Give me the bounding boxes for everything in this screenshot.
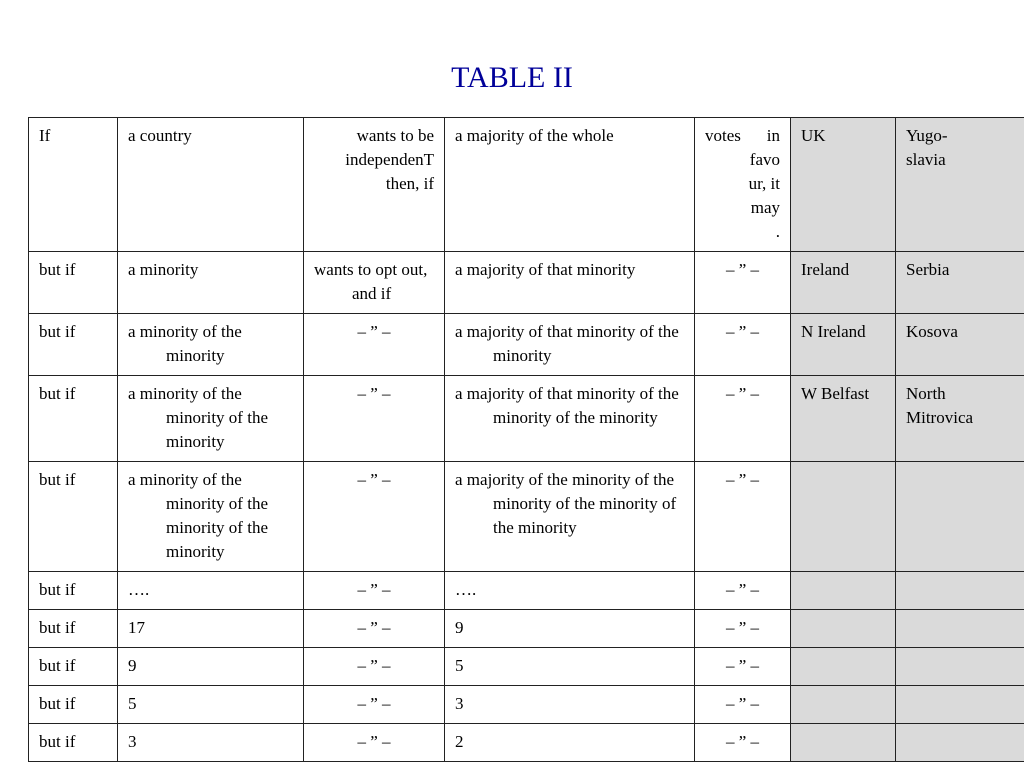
action-text: wants to opt out, and if bbox=[314, 260, 428, 303]
subject-cell bbox=[118, 376, 304, 462]
condition-cell: but if bbox=[29, 252, 118, 314]
yugoslavia-example-cell: Serbia bbox=[896, 252, 1024, 314]
action-cell: – ” – bbox=[304, 462, 445, 572]
result-cell: – ” – bbox=[695, 462, 791, 572]
subject-cell: 5 bbox=[118, 686, 304, 724]
majority-text: a majority of that minority of the minority bbox=[455, 322, 679, 365]
result-cell bbox=[695, 118, 791, 252]
uk-example-cell: Ireland bbox=[791, 252, 896, 314]
majority-cell bbox=[445, 314, 695, 376]
condition-cell: but if bbox=[29, 376, 118, 462]
uk-example-cell bbox=[791, 462, 896, 572]
majority-cell: 9 bbox=[445, 610, 695, 648]
action-cell: – ” – bbox=[304, 724, 445, 762]
subject-cell: 9 bbox=[118, 648, 304, 686]
uk-example-cell bbox=[791, 724, 896, 762]
majority-cell: 3 bbox=[445, 686, 695, 724]
yugoslavia-example-cell bbox=[896, 462, 1024, 572]
yugoslavia-example-cell bbox=[896, 724, 1024, 762]
yugoslavia-example-cell: North Mitrovica bbox=[896, 376, 1024, 462]
yugoslavia-example-cell bbox=[896, 610, 1024, 648]
subject-cell: a country bbox=[118, 118, 304, 252]
majority-cell bbox=[445, 462, 695, 572]
subject-text: a minority of the minority of the minority of the minority bbox=[128, 470, 268, 561]
subject-text: a minority of the minority bbox=[128, 322, 242, 365]
table-row bbox=[29, 376, 1024, 462]
result-text-c: favo ur, it may . bbox=[748, 150, 780, 241]
action-cell: – ” – bbox=[304, 314, 445, 376]
yugoslavia-example-cell: Yugo- slavia bbox=[896, 118, 1024, 252]
table-row bbox=[29, 648, 1024, 686]
table-row bbox=[29, 252, 1024, 314]
uk-example-cell bbox=[791, 648, 896, 686]
subject-cell: a minority bbox=[118, 252, 304, 314]
yugoslavia-example-cell bbox=[896, 572, 1024, 610]
result-text-a: votes bbox=[705, 126, 741, 145]
action-text: wants to be independenT then, if bbox=[345, 126, 434, 193]
majority-cell: 5 bbox=[445, 648, 695, 686]
subject-cell: …. bbox=[118, 572, 304, 610]
majority-cell bbox=[445, 376, 695, 462]
action-cell bbox=[304, 252, 445, 314]
table-row bbox=[29, 572, 1024, 610]
action-cell: – ” – bbox=[304, 648, 445, 686]
table-row bbox=[29, 724, 1024, 762]
subject-text: a minority of the minority of the minority bbox=[128, 384, 268, 451]
subject-cell: 17 bbox=[118, 610, 304, 648]
minority-table bbox=[28, 117, 1024, 762]
table-row bbox=[29, 610, 1024, 648]
uk-example-cell bbox=[791, 610, 896, 648]
subject-cell bbox=[118, 462, 304, 572]
uk-example-cell: W Belfast bbox=[791, 376, 896, 462]
condition-cell: but if bbox=[29, 314, 118, 376]
condition-cell: but if bbox=[29, 572, 118, 610]
result-cell: – ” – bbox=[695, 686, 791, 724]
subject-cell bbox=[118, 314, 304, 376]
condition-cell: but if bbox=[29, 610, 118, 648]
table-row bbox=[29, 686, 1024, 724]
majority-text: a majority of that minority of the minority of the minority bbox=[455, 384, 679, 427]
majority-cell: a majority of that minority bbox=[445, 252, 695, 314]
action-cell: – ” – bbox=[304, 686, 445, 724]
majority-cell: …. bbox=[445, 572, 695, 610]
result-cell: – ” – bbox=[695, 376, 791, 462]
yugoslavia-example-cell bbox=[896, 648, 1024, 686]
table-row bbox=[29, 118, 1024, 252]
majority-cell: a majority of the whole bbox=[445, 118, 695, 252]
uk-example-cell bbox=[791, 572, 896, 610]
table-row bbox=[29, 314, 1024, 376]
majority-text: a majority of the minority of the minority of the minority of the minority bbox=[455, 470, 677, 537]
result-cell: – ” – bbox=[695, 724, 791, 762]
condition-cell: but if bbox=[29, 462, 118, 572]
yugoslavia-example-cell: Kosova bbox=[896, 314, 1024, 376]
majority-cell: 2 bbox=[445, 724, 695, 762]
condition-cell: but if bbox=[29, 724, 118, 762]
result-cell: – ” – bbox=[695, 610, 791, 648]
table-row bbox=[29, 462, 1024, 572]
result-cell: – ” – bbox=[695, 648, 791, 686]
uk-example-cell bbox=[791, 686, 896, 724]
uk-example-cell: UK bbox=[791, 118, 896, 252]
yugoslavia-example-cell bbox=[896, 686, 1024, 724]
uk-example-cell: N Ireland bbox=[791, 314, 896, 376]
subject-cell: 3 bbox=[118, 724, 304, 762]
action-cell: – ” – bbox=[304, 572, 445, 610]
condition-cell: but if bbox=[29, 686, 118, 724]
result-cell: – ” – bbox=[695, 572, 791, 610]
result-cell: – ” – bbox=[695, 252, 791, 314]
condition-cell: If bbox=[29, 118, 118, 252]
condition-cell: but if bbox=[29, 648, 118, 686]
result-text-b: in bbox=[766, 126, 780, 145]
result-cell: – ” – bbox=[695, 314, 791, 376]
action-cell: – ” – bbox=[304, 610, 445, 648]
action-cell: – ” – bbox=[304, 376, 445, 462]
table-title: TABLE II bbox=[451, 61, 573, 94]
action-cell bbox=[304, 118, 445, 252]
